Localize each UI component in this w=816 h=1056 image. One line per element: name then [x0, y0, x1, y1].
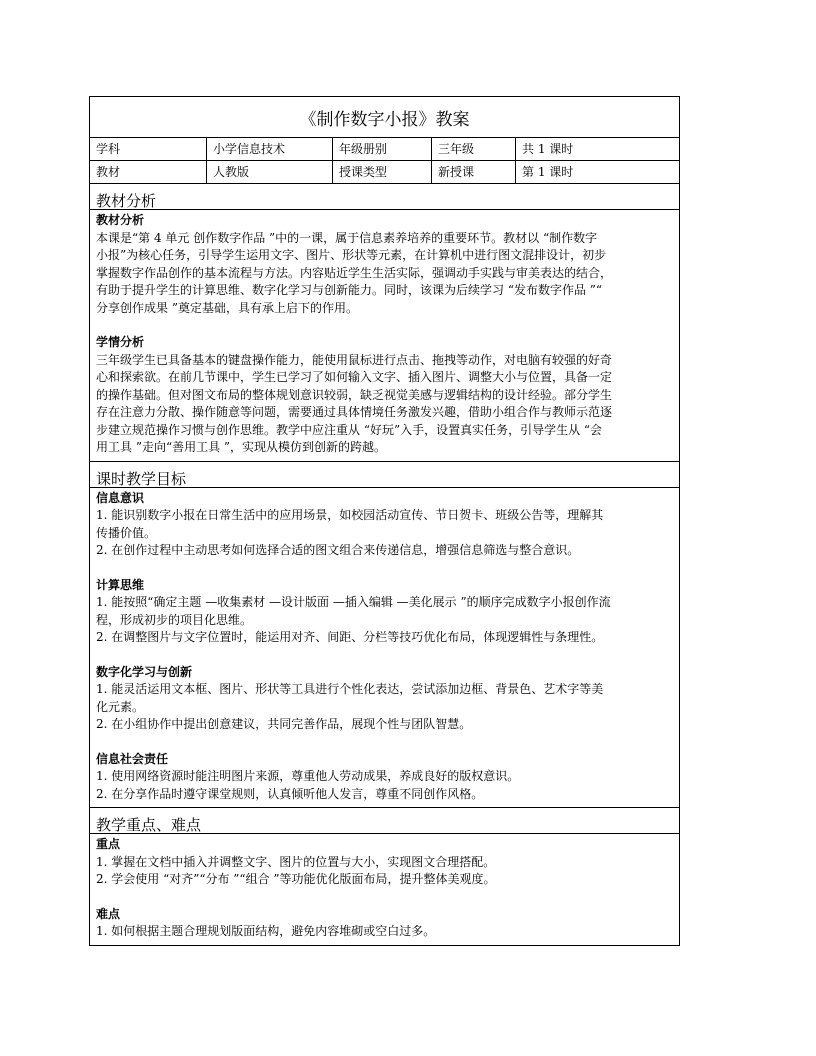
- text-line: 2. 在分享作品时遵守课堂规则，认真倾听他人发言，尊重不同创作风格。: [96, 786, 484, 801]
- text-line: 步建立规范操作习惯与创作思维。教学中应注重从 “好玩”入手，设置真实任务，引导学生从 “会: [96, 422, 603, 437]
- section-material-analysis: [90, 184, 679, 462]
- text-line: 1. 能灵活运用文本框、图片、形状等工具进行个性化表达，尝试添加边框、背景色、艺术字等美: [96, 682, 604, 696]
- info-cell: 小学信息技术: [207, 138, 333, 160]
- text-line: 存在注意力分散、操作随意等问题，需要通过具体情境任务激发兴趣，借助小组合作与教师示范逐: [96, 405, 613, 419]
- section-teaching-goals: [90, 462, 679, 809]
- document-title: [90, 97, 679, 138]
- section-body: [90, 210, 679, 461]
- text-line: 掌握数字作品创作的基本流程与方法。内容贴近学生生活实际，强调动手实践与审美表达的结合，: [96, 265, 613, 280]
- text-line: 小报”为核心任务，引导学生运用文字、图片、形状等元素，在计算机中进行图文混排设计，初步: [96, 248, 607, 262]
- subheading: 重点: [96, 837, 121, 851]
- subheading: 教材分析: [96, 213, 145, 227]
- text-line: 2. 在调整图片与文字位置时，能运用对齐、间距、分栏等技巧优化布局，体现逻辑性与条理性。: [96, 630, 604, 644]
- info-cell: 授课类型: [333, 161, 432, 183]
- text-line: 用工具 ”走向“善用工具 ”，实现从模仿到创新的跨越。: [96, 440, 387, 454]
- text-line: 三年级学生已具备基本的键盘操作能力，能使用鼠标进行点击、拖拽等动作，对电脑有较强的好奇: [96, 352, 613, 367]
- text-line: 传播价值。: [96, 525, 157, 540]
- text-line: 2. 学会使用 “对齐”“分布 ”“组合 ”等功能优化版面布局，提升整体美观度。: [96, 872, 496, 886]
- section-heading: 教材分析: [90, 184, 679, 210]
- document-title-text: 《制作数字小报》教案: [299, 109, 470, 130]
- lesson-plan-document: [89, 96, 680, 946]
- text-line: 本课是“第 4 单元 创作数字作品 ”中的一课，属于信息素养培养的重要环节。教材以 “制作数字: [96, 230, 598, 245]
- text-line: 有助于提升学生的计算思维、数字化学习与创新能力。同时，该课为后续学习 “发布数字作品 ”“: [96, 283, 603, 297]
- subheading: 难点: [96, 906, 121, 921]
- text-line: 1. 掌握在文档中插入并调整文字、图片的位置与大小，实现图文合理搭配。: [96, 854, 496, 869]
- info-cell: 人教版: [207, 161, 333, 183]
- text-line: 1. 能按照“确定主题 —收集素材 —设计版面 —插入编辑 —美化展示 ”的顺序完成数字小报创作流: [96, 595, 611, 609]
- text-line: 程，形成初步的项目化思维。: [96, 612, 253, 627]
- info-cell: 三年级: [432, 138, 516, 160]
- info-cell: 新授课: [432, 161, 516, 183]
- info-row-2: [90, 161, 679, 184]
- subheading: 信息意识: [96, 490, 145, 505]
- text-line: 2. 在小组协作中提出创意建议，共同完善作品，展现个性与团队智慧。: [96, 717, 472, 731]
- info-cell: 年级册别: [333, 138, 432, 160]
- info-cell: 第 1 课时: [522, 165, 574, 179]
- subheading: 学情分析: [96, 335, 145, 349]
- section-heading: 课时教学目标: [90, 462, 679, 488]
- section-body: [90, 834, 679, 945]
- text-line: 的操作基础。但对图文布局的整体规划意识较弱，缺乏视觉美感与逻辑结构的设计经验。部分学生: [96, 387, 613, 402]
- text-line: 2. 在创作过程中主动思考如何选择合适的图文组合来传递信息，增强信息筛选与整合意识。: [96, 543, 580, 557]
- text-line: 化元素。: [96, 699, 145, 714]
- text-line: 分享创作成果 ”奠定基础，具有承上启下的作用。: [96, 300, 358, 315]
- subheading: 计算思维: [96, 577, 145, 592]
- section-body: [90, 488, 679, 808]
- info-cell: 共 1 课时: [522, 142, 574, 156]
- subheading: 数字化学习与创新: [96, 664, 193, 679]
- text-line: 心和探索欲。在前几节课中，学生已学习了如何输入文字、插入图片、调整大小与位置，具备一定: [96, 370, 613, 384]
- section-key-points: [90, 808, 679, 945]
- text-line: 1. 能识别数字小报在日常生活中的应用场景，如校园活动宣传、节日贺卡、班级公告等，理解其: [96, 508, 604, 522]
- info-row-1: [90, 138, 679, 161]
- info-cell: 教材: [90, 161, 207, 183]
- info-cell: 学科: [90, 138, 207, 160]
- text-line: 1. 使用网络资源时能注明图片来源，尊重他人劳动成果，养成良好的版权意识。: [96, 769, 520, 783]
- subheading: 信息社会责任: [96, 751, 169, 766]
- text-line: 1. 如何根据主题合理规划版面结构，避免内容堆砌或空白过多。: [96, 924, 436, 938]
- section-heading: 教学重点、难点: [90, 808, 679, 834]
